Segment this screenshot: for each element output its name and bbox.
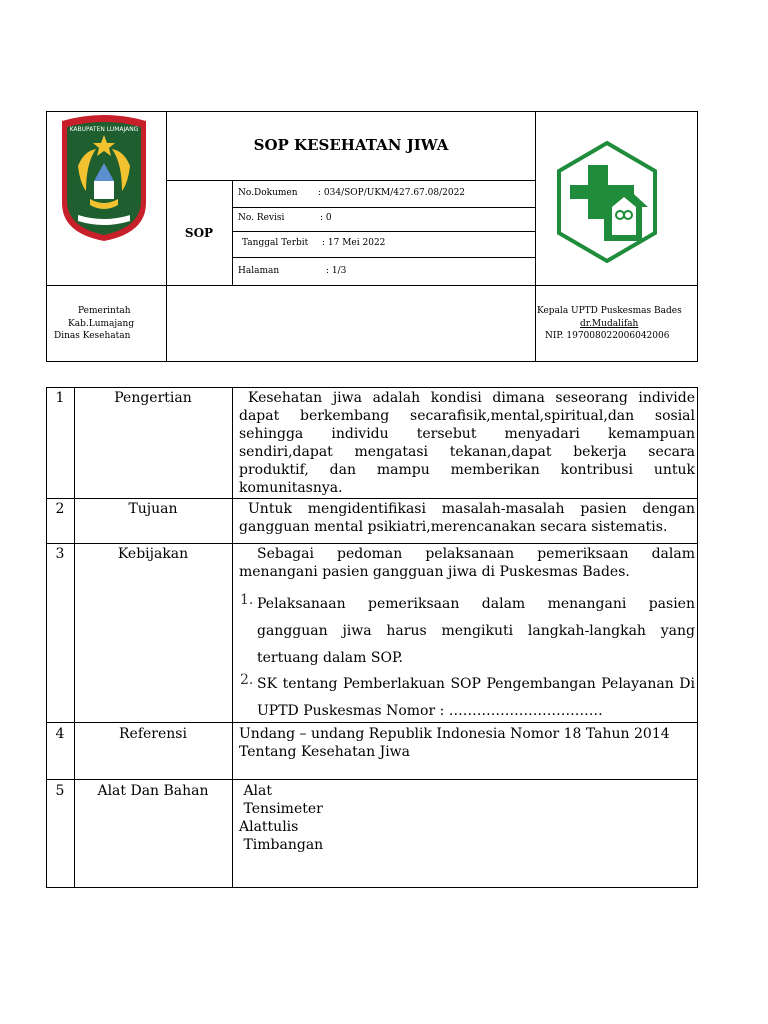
row-5-line-4: Timbangan [239,837,324,853]
field-no-revisi-label: No. Revisi [238,213,285,223]
field-halaman-value: : 1/3 [326,266,347,276]
agency-line-3: Dinas Kesehatan [54,331,131,341]
row-4-label: Referensi [119,726,187,742]
field-no-dokumen-label: No.Dokumen [238,188,298,198]
row-5-label: Alat Dan Bahan [97,783,209,799]
head-line-2: dr.Mudalifah [580,319,639,329]
row-2-text: Untuk mengidentifikasi masalah-masalah pasien dengan gangguan mental psikiatri,merencanakan secara sistematis. [239,501,695,535]
svg-text:KABUPATEN LUMAJANG: KABUPATEN LUMAJANG [69,126,139,133]
row-3-number: 3 [55,546,65,562]
row-4-number: 4 [55,726,65,742]
row-1-text: Kesehatan jiwa adalah kondisi dimana seseorang individe dapat berkembang secarafisik,mental,spiritual,dan sosial sehingga individu tersebut menyadari kemampuan sendiri,dapat mengatasi tekanan,dapat bekerja secara produktif, dan mampu memberikan kontribusi untuk komunitasnya. [239,390,695,496]
row-4-text: Undang – undang Republik Indonesia Nomor 18 Tahun 2014 Tentang Kesehatan Jiwa [239,726,670,760]
row-1-label: Pengertian [114,390,192,406]
row-3-item-2-text: SK tentang Pemberlakuan SOP Pengembangan Pelayanan Di UPTD Puskesmas Nomor : …………………………… [257,676,695,719]
field-halaman-label: Halaman [238,266,280,276]
row-5-line-3: Alattulis [239,819,299,835]
agency-line-2: Kab.Lumajang [68,319,135,329]
head-line-3: NIP. 197008022006042006 [545,331,670,341]
row-2-label: Tujuan [128,501,178,517]
row-5-number: 5 [55,783,65,799]
kabupaten-emblem-icon [56,111,152,243]
field-tanggal-label: Tanggal Terbit [242,238,309,248]
row-2-number: 2 [55,501,65,517]
field-tanggal-value: : 17 Mei 2022 [322,238,386,248]
agency-line-1: Pemerintah [78,306,131,316]
field-no-revisi-value: : 0 [320,213,332,223]
row-5-line-2: Tensimeter [239,801,323,817]
puskesmas-logo-icon [556,141,658,263]
row-5-line-1: Alat [239,783,273,799]
sop-label: SOP [184,226,214,240]
row-3-label: Kebijakan [117,546,189,562]
field-no-dokumen-value: : 034/SOP/UKM/427.67.08/2022 [318,188,466,198]
row-1-number: 1 [55,390,65,406]
head-line-1: Kepala UPTD Puskesmas Bades [537,306,682,316]
row-3-intro: Sebagai pedoman pelaksanaan pemeriksaan dalam menangani pasien gangguan jiwa di Puskesmas Bades. [239,546,695,580]
row-3-item-1-text: Pelaksanaan pemeriksaan dalam menangani pasien gangguan jiwa harus mengikuti langkah-langkah yang tertuang dalam SOP. [257,596,695,666]
document-title: SOP KESEHATAN JIWA [253,136,449,154]
row-3-item-1-marker: 1. [240,592,254,608]
row-3-item-2-marker: 2. [240,672,254,688]
